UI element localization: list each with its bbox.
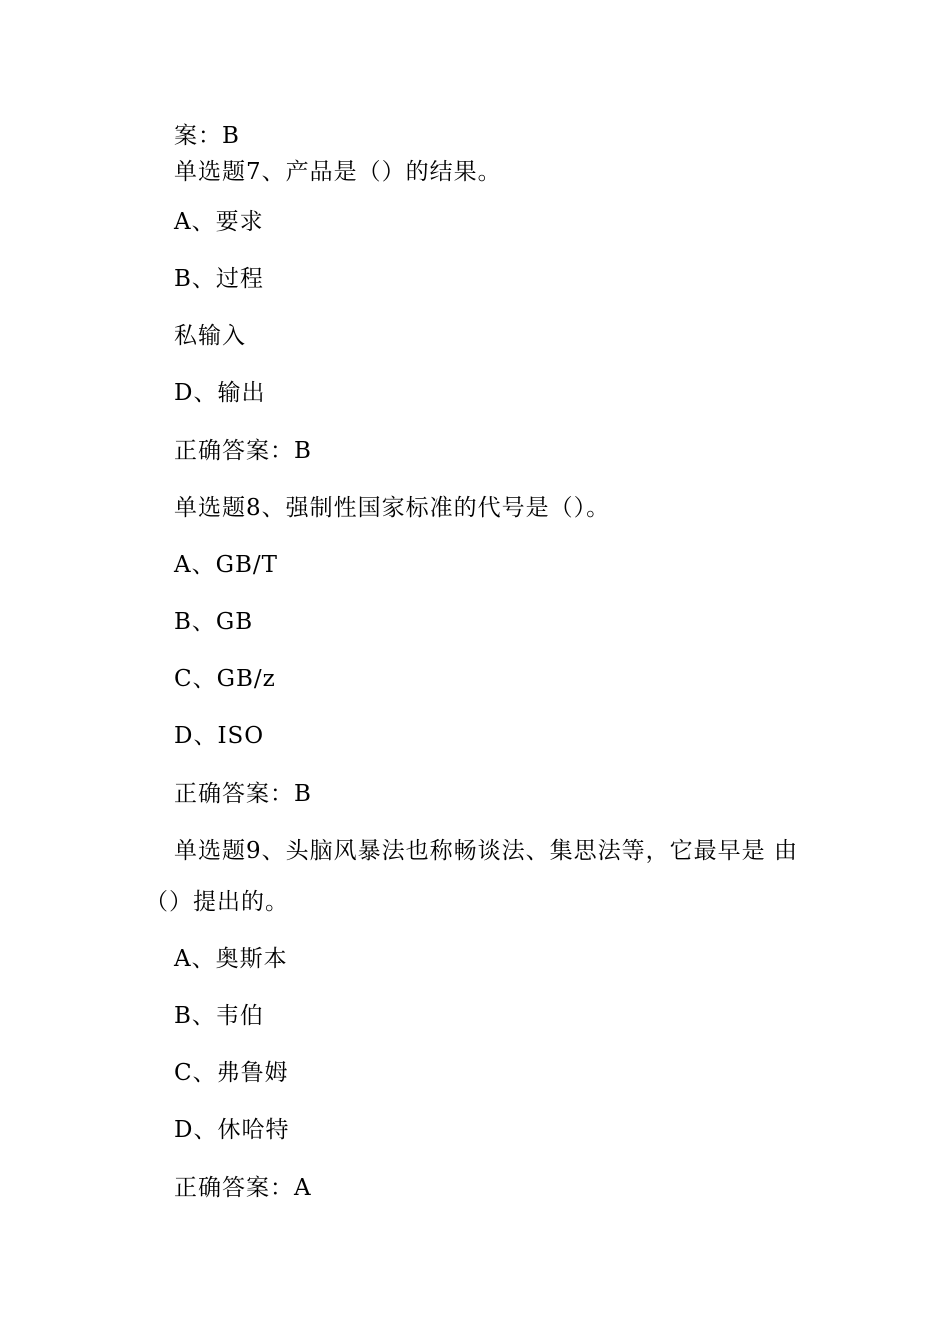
q8-option-c: C、GB/z <box>174 666 276 692</box>
question-9: 单选题9、头脑风暴法也称畅谈法、集思法等，它最早是 由 <box>174 838 798 864</box>
q9-option-c: C、弗鲁姆 <box>174 1060 289 1086</box>
q9-option-d: D、休哈特 <box>174 1117 290 1143</box>
q8-option-b: B、GB <box>174 609 254 635</box>
q7-option-b: B、过程 <box>174 266 264 292</box>
q9-option-b: B、韦伯 <box>174 1003 264 1029</box>
q7-option-c: 私输入 <box>174 323 246 349</box>
q7-option-d: D、输出 <box>174 380 266 406</box>
q9-option-a: A、奥斯本 <box>174 946 288 972</box>
question-7: 单选题7、产品是（）的结果。 <box>174 159 502 185</box>
q7-answer: 正确答案：B <box>174 438 312 464</box>
q8-option-a: A、GB/T <box>174 552 278 578</box>
answer-fragment: 案：B <box>174 123 240 149</box>
q8-answer: 正确答案：B <box>174 781 312 807</box>
q9-answer: 正确答案：A <box>174 1175 312 1201</box>
q7-option-a: A、要求 <box>174 209 264 235</box>
question-8: 单选题8、强制性国家标准的代号是（）。 <box>174 495 611 521</box>
q8-option-d: D、ISO <box>174 723 265 749</box>
question-9-continued: （）提出的。 <box>145 889 289 915</box>
